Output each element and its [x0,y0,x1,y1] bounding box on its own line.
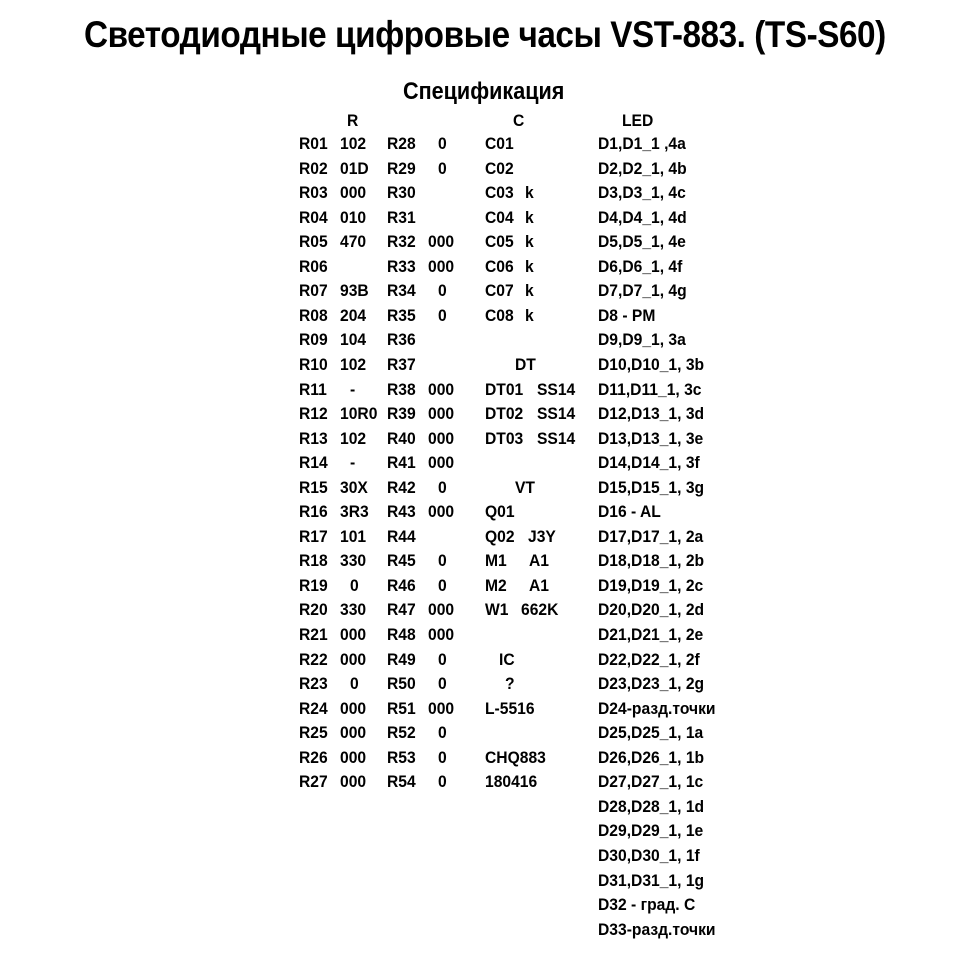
resistor-ref: R38 [387,379,416,399]
resistor-ref: R53 [387,747,416,767]
resistor-value: 010 [340,207,367,227]
resistor-ref: R42 [387,477,416,497]
led-entry: D1,D1_1 ,4a [598,134,686,153]
resistor-ref: R49 [387,649,416,669]
resistor-ref: R28 [387,134,416,153]
led-entry: D5,D5_1, 4e [598,232,686,252]
component-value: k [525,281,534,301]
resistor-value: 0 [438,674,447,694]
resistor-value: 0 [438,158,447,178]
component-ref: C04 [485,207,514,227]
led-entry: D14,D14_1, 3f [598,453,700,473]
resistor-ref: R11 [299,379,327,399]
resistor-value: 0 [438,305,447,325]
component-ref: IC [499,649,515,669]
component-ref: DT01 [485,379,524,399]
resistor-ref: R08 [299,305,328,325]
resistor-ref: R29 [387,158,416,178]
page-title: Светодиодные цифровые часы VST-883. (TS-S60) [84,14,886,55]
led-entry: D26,D26_1, 1b [598,747,705,767]
led-entry: D9,D9_1, 3a [598,330,686,350]
resistor-ref: R36 [387,330,416,350]
component-value: k [525,207,534,227]
led-entry: D24-разд.точки [598,698,716,718]
resistor-value: 000 [428,379,455,399]
component-ref: DT03 [485,428,524,448]
resistor-value: 204 [340,305,367,325]
resistor-ref: R01 [299,134,328,153]
led-entry: D30,D30_1, 1f [598,845,700,865]
component-value: k [525,232,534,252]
resistor-ref: R05 [299,232,328,252]
component-ref: L-5516 [485,698,535,718]
component-value: 662K [521,600,559,620]
resistor-value: 000 [340,698,367,718]
component-ref: C03 [485,183,514,203]
component-value: k [525,183,534,203]
resistor-ref: R14 [299,453,328,473]
resistor-ref: R16 [299,502,328,522]
resistor-value: 102 [340,428,367,448]
resistor-ref: R39 [387,404,416,424]
resistor-ref: R43 [387,502,416,522]
led-entry: D7,D7_1, 4g [598,281,687,301]
component-value: SS14 [537,379,576,399]
component-ref: CHQ883 [485,747,546,767]
component-ref: VT [515,477,535,497]
resistor-ref: R31 [387,207,416,227]
resistor-ref: R41 [387,453,416,473]
resistor-value: 330 [340,551,367,571]
resistor-value: 000 [340,625,367,644]
led-entry: D32 - град. С [598,895,696,915]
resistor-ref: R34 [387,281,416,301]
resistor-ref: R06 [299,256,328,276]
led-entry: D18,D18_1, 2b [598,551,705,571]
component-value: J3Y [528,526,556,546]
resistor-ref: R45 [387,551,416,571]
led-entry: D25,D25_1, 1a [598,723,704,743]
resistor-value: 0 [438,551,447,571]
component-value: A1 [529,575,549,595]
component-value: A1 [529,551,549,571]
resistor-value: 0 [438,747,447,767]
resistor-value: 30X [340,477,368,497]
resistor-value: - [350,379,356,399]
resistor-value: 000 [428,232,455,252]
resistor-ref: R22 [299,649,328,669]
resistor-value: 3R3 [340,502,369,522]
resistor-ref: R15 [299,477,328,497]
resistor-ref: R46 [387,575,416,595]
resistor-ref: R17 [299,526,328,546]
led-entry: D31,D31_1, 1g [598,870,705,890]
resistor-ref: R02 [299,158,328,178]
component-ref: DT [515,354,536,374]
resistor-ref: R04 [299,207,328,227]
resistor-value: 0 [438,281,447,301]
resistor-ref: R09 [299,330,328,350]
resistor-ref: R20 [299,600,328,620]
resistor-ref: R26 [299,747,328,767]
resistor-ref: R30 [387,183,416,203]
resistor-value: 470 [340,232,367,252]
resistor-ref: R23 [299,674,328,694]
resistor-ref: R18 [299,551,328,571]
resistor-ref: R50 [387,674,416,694]
resistor-value: 000 [428,625,455,644]
resistor-ref: R03 [299,183,328,203]
led-entry: D6,D6_1, 4f [598,256,683,276]
component-ref: C02 [485,158,514,178]
resistor-ref: R35 [387,305,416,325]
header-led: LED [622,111,654,130]
resistor-ref: R33 [387,256,416,276]
resistor-ref: R40 [387,428,416,448]
resistor-ref: R44 [387,526,416,546]
led-entry: D27,D27_1, 1c [598,772,704,792]
resistor-value: 000 [428,698,455,718]
resistor-value: 000 [340,747,367,767]
component-value: k [525,256,534,276]
resistor-value: 000 [428,502,455,522]
component-ref: M2 [485,575,507,595]
led-entry: D22,D22_1, 2f [598,649,700,669]
led-entry: D4,D4_1, 4d [598,207,687,227]
resistor-value: 01D [340,158,369,178]
resistor-value: 0 [350,575,359,595]
resistor-ref: R54 [387,772,416,792]
led-entry: D20,D20_1, 2d [598,600,705,620]
resistor-value: 0 [438,134,447,153]
led-entry: D21,D21_1, 2e [598,625,704,644]
component-ref: W1 [485,600,509,620]
component-value: k [525,305,534,325]
led-entry: D33-разд.точки [598,919,716,939]
resistor-ref: R48 [387,625,416,644]
led-entry: D28,D28_1, 1d [598,796,705,816]
resistor-ref: R07 [299,281,328,301]
led-entry: D10,D10_1, 3b [598,354,705,374]
resistor-value: 10R0 [340,404,378,424]
component-ref: C06 [485,256,514,276]
resistor-value: 0 [350,674,359,694]
resistor-ref: R25 [299,723,328,743]
component-ref: C08 [485,305,514,325]
resistor-value: 102 [340,134,367,153]
component-ref: Q02 [485,526,515,546]
resistor-value: 000 [428,428,455,448]
resistor-ref: R37 [387,354,416,374]
resistor-value: - [350,453,356,473]
resistor-ref: R13 [299,428,328,448]
resistor-value: 000 [340,183,367,203]
resistor-value: 330 [340,600,367,620]
resistor-ref: R21 [299,625,328,644]
resistor-value: 104 [340,330,367,350]
led-entry: D11,D11_1, 3c [598,379,702,399]
component-value: SS14 [537,428,576,448]
resistor-value: 0 [438,723,447,743]
led-entry: D3,D3_1, 4c [598,183,686,203]
resistor-ref: R24 [299,698,328,718]
led-entry: D15,D15_1, 3g [598,477,705,497]
component-ref: 180416 [485,772,538,792]
resistor-value: 0 [438,575,447,595]
resistor-value: 000 [428,404,455,424]
led-entry: D2,D2_1, 4b [598,158,687,178]
resistor-ref: R32 [387,232,416,252]
spec-subtitle: Спецификация [403,78,565,105]
component-ref: C01 [485,134,514,153]
component-ref: Q01 [485,502,515,522]
component-ref: C07 [485,281,514,301]
resistor-ref: R47 [387,600,416,620]
resistor-value: 93B [340,281,369,301]
resistor-value: 000 [428,453,455,473]
led-entry: D13,D13_1, 3e [598,428,704,448]
resistor-value: 0 [438,772,447,792]
component-value: SS14 [537,404,576,424]
resistor-value: 000 [340,723,367,743]
resistor-ref: R27 [299,772,328,792]
resistor-ref: R19 [299,575,328,595]
resistor-ref: R52 [387,723,416,743]
resistor-value: 000 [340,772,367,792]
led-entry: D16 - AL [598,502,661,522]
resistor-value: 000 [428,600,455,620]
resistor-value: 000 [428,256,455,276]
led-entry: D12,D13_1, 3d [598,404,705,424]
led-entry: D19,D19_1, 2c [598,575,704,595]
led-entry: D8 - PM [598,305,656,325]
component-ref: C05 [485,232,514,252]
header-r: R [347,111,359,130]
resistor-value: 101 [340,526,367,546]
led-entry: D23,D23_1, 2g [598,674,705,694]
resistor-value: 0 [438,477,447,497]
resistor-ref: R10 [299,354,328,374]
led-entry: D17,D17_1, 2a [598,526,704,546]
component-ref: ? [505,674,515,694]
component-ref: M1 [485,551,507,571]
component-ref: DT02 [485,404,524,424]
resistor-value: 102 [340,354,367,374]
resistor-value: 000 [340,649,367,669]
led-entry: D29,D29_1, 1e [598,821,704,841]
header-c: C [513,111,525,130]
resistor-ref: R12 [299,404,328,424]
resistor-ref: R51 [387,698,416,718]
resistor-value: 0 [438,649,447,669]
